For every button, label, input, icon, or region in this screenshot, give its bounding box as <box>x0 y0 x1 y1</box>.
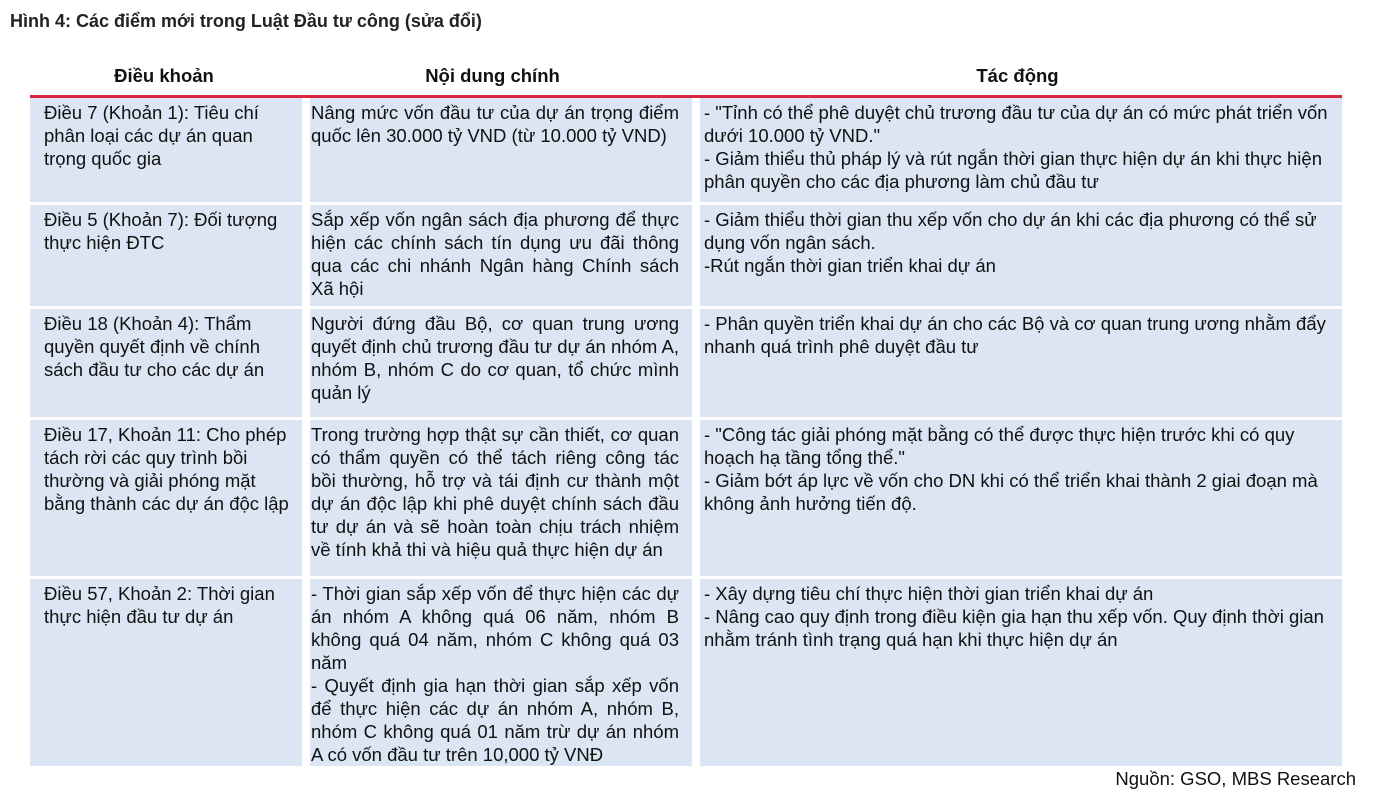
cell-impact: - "Tỉnh có thể phê duyệt chủ trương đầu tư của dự án có mức phát triển vốn dưới 10.000 tỷ VND." - Giảm thiểu thủ pháp lý và rút ngắn thời gian thực hiện dự án khi thực hiện phân quyền cho các địa phương làm chủ đầu tư <box>704 102 1328 192</box>
cell-clause: Điều 5 (Khoản 7): Đối tượng thực hiện ĐTC <box>44 209 278 253</box>
cell-impact: - "Công tác giải phóng mặt bằng có thể được thực hiện trước khi có quy hoạch hạ tầng tổng thể." - Giảm bớt áp lực về vốn cho DN khi có thể triển khai thành 2 giai đoạn mà không ảnh hưởng tiến độ. <box>704 424 1318 514</box>
table-row <box>30 309 1342 417</box>
cell-impact: - Xây dựng tiêu chí thực hiện thời gian triển khai dự án - Nâng cao quy định trong điều kiện gia hạn thu xếp vốn. Quy định thời gian nhằm tránh tình trạng quá hạn khi thực hiện dự án <box>704 583 1324 650</box>
cell-content: Sắp xếp vốn ngân sách địa phương để thực hiện các chính sách tín dụng ưu đãi thông qua các chi nhánh Ngân hàng Chính sách Xã hội <box>311 209 679 299</box>
cell-content: Người đứng đầu Bộ, cơ quan trung ương quyết định chủ trương đầu tư dự án nhóm A, nhóm B, nhóm C do cơ quan, tổ chức mình quản lý <box>311 313 679 403</box>
cell-clause: Điều 7 (Khoản 1): Tiêu chí phân loại các dự án quan trọng quốc gia <box>44 102 259 169</box>
cell-clause: Điều 57, Khoản 2: Thời gian thực hiện đầu tư dự án <box>44 583 275 627</box>
cell-clause: Điều 18 (Khoản 4): Thẩm quyền quyết định về chính sách đầu tư cho các dự án <box>44 313 265 380</box>
table-row <box>30 98 1342 202</box>
cell-content: - Thời gian sắp xếp vốn để thực hiện các dự án nhóm A không quá 06 năm, nhóm B không quá 04 năm, nhóm C không quá 03 năm - Quyết định gia hạn thời gian sắp xếp vốn để thực hiện các dự án nhóm A, nhóm B, nhóm C không quá 01 năm trừ dự án nhóm A có vốn đầu tư trên 10,000 tỷ VNĐ <box>311 583 679 765</box>
cell-impact: - Giảm thiểu thời gian thu xếp vốn cho dự án khi các địa phương có thể sử dụng vốn ngân sách. -Rút ngắn thời gian triển khai dự án <box>704 209 1317 276</box>
table-row <box>30 420 1342 576</box>
source-note: Nguồn: GSO, MBS Research <box>1115 768 1356 789</box>
figure-title: Hình 4: Các điểm mới trong Luật Đầu tư công (sửa đổi) <box>10 11 482 31</box>
cell-impact: - Phân quyền triển khai dự án cho các Bộ và cơ quan trung ương nhằm đẩy nhanh quá trình phê duyệt đầu tư <box>704 313 1326 357</box>
cell-content: Nâng mức vốn đầu tư của dự án trọng điểm quốc lên 30.000 tỷ VND (từ 10.000 tỷ VND) <box>311 102 679 146</box>
table-row <box>30 205 1342 306</box>
cell-content: Trong trường hợp thật sự cần thiết, cơ quan có thẩm quyền có thể tách riêng công tác bồi thường, hỗ trợ và tái định cư thành một dự án độc lập khi phê duyệt chính sách đầu tư dự án và sẽ hoàn toàn chịu trách nhiệm về tính khả thi và hiệu quả thực hiện dự án <box>311 424 679 560</box>
header-clause: Điều khoản <box>114 65 214 86</box>
header-content: Nội dung chính <box>425 65 560 86</box>
header-impact: Tác động <box>976 65 1059 86</box>
cell-clause: Điều 17, Khoản 11: Cho phép tách rời các quy trình bồi thường và giải phóng mặt bằng thành các dự án độc lập <box>44 424 289 514</box>
table-row <box>30 579 1342 766</box>
